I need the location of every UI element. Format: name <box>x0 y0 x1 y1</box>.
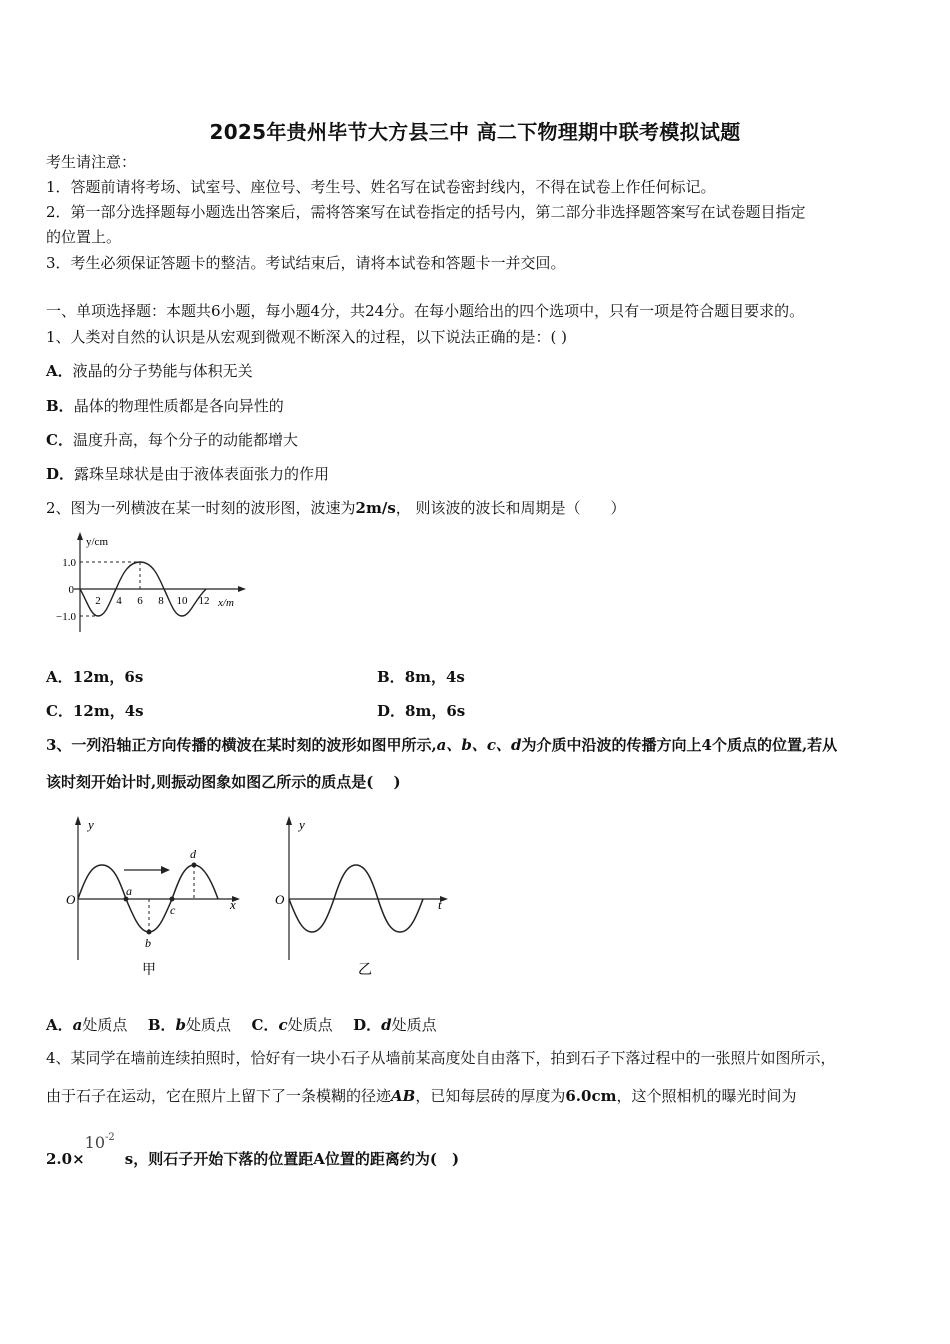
q4-line2-c: 6.0cm <box>565 1087 617 1105</box>
q4-line3-d: 位置的距离约为( ) <box>324 1150 460 1168</box>
q3-option-a-text: 处质点 <box>82 1016 128 1034</box>
q2-option-a-text: 12m，6s <box>72 668 144 686</box>
q3b-y-arrow <box>286 816 292 825</box>
q2-y-tick-0: 0 <box>68 584 74 596</box>
q1-option-c-label: C． <box>46 431 73 449</box>
q1-option-c <box>46 429 298 450</box>
q4-line2-d: ，这个照相机的曝光时间为 <box>616 1087 797 1105</box>
q3-option-b-label: B． <box>147 1016 176 1034</box>
q2-x-tick-6: 6 <box>137 595 143 607</box>
q3b-t-label: t <box>438 897 442 912</box>
q3-stem-b: 为介质中沿波的传播方向上4个质点的位置,若从 <box>521 736 838 754</box>
q4-line3-a-pos: A <box>313 1150 325 1168</box>
notice-item-1: 1．答题前请将考场、试室号、座位号、考生号、姓名写在试卷密封线内，不得在试卷上作任何标记。 <box>46 178 716 196</box>
q3-stem-vars: a、b、c、d <box>436 736 522 754</box>
q4-exp-ten: 10 <box>84 1133 106 1152</box>
q1-option-b-label: B． <box>46 397 74 415</box>
q1-option-a-text: 液晶的分子势能与体积无关 <box>72 362 253 380</box>
q3-option-b-var: b <box>175 1016 187 1034</box>
q3-figure-yi <box>270 810 460 985</box>
q3a-point-c <box>170 897 175 902</box>
q2-x-tick-10: 10 <box>176 595 188 607</box>
q1-option-a-label: A． <box>46 362 73 380</box>
q1-option-c-text: 温度升高，每个分子的动能都增大 <box>72 431 298 449</box>
q3a-point-b <box>147 930 152 935</box>
q2-option-b-text: 8m，4s <box>404 668 465 686</box>
q1-stem: 1、人类对自然的认识是从宏观到微观不断深入的过程，以下说法正确的是：( ) <box>46 328 568 346</box>
notice-item-3: 3．考生必须保证答题卡的整洁。考试结束后，请将本试卷和答题卡一并交回。 <box>46 254 566 272</box>
q2-y-arrow <box>77 532 83 540</box>
q1-option-d-label: D． <box>46 465 75 483</box>
q2-x-tick-8: 8 <box>158 595 164 607</box>
q4-line2-a: 由于石子在运动，它在照片上留下了一条模糊的径迹 <box>46 1087 392 1105</box>
q3-stem-line2: 该时刻开始计时,则振动图象如图乙所示的质点是( ) <box>46 773 401 791</box>
q2-option-c <box>46 700 144 721</box>
q2-wave-graph <box>44 528 254 638</box>
q3-option-c-label: C． <box>251 1016 279 1034</box>
q2-x-tick-4: 4 <box>116 595 122 607</box>
q2-x-tick-12: 12 <box>198 595 210 607</box>
q4-line2 <box>46 1085 796 1106</box>
q1-option-a <box>46 360 253 381</box>
q2-y-label: y/cm <box>86 536 108 548</box>
notice-heading: 考生请注意： <box>46 153 137 171</box>
q3-option-b-text: 处质点 <box>186 1016 232 1034</box>
q3a-caption: 甲 <box>142 963 156 978</box>
q3-option-d-var: d <box>381 1016 392 1034</box>
q1-option-b-text: 晶体的物理性质都是各向异性的 <box>73 397 284 415</box>
q4-line1: 4、某同学在墙前连续拍照时，恰好有一块小石子从墙前某高度处自由落下，拍到石子下落过程中的一张照片如图所示， <box>46 1049 836 1067</box>
q3-stem-a: 3、一列沿轴正方向传播的横波在某时刻的波形如图甲所示, <box>46 736 437 754</box>
q3a-direction-arrowhead <box>161 866 170 874</box>
q4-exp-power: -2 <box>105 1132 115 1143</box>
q3a-label-b: b <box>145 936 151 950</box>
q2-stem-a: 2、图为一列横波在某一时刻的波形图，波速为 <box>46 499 356 517</box>
q2-option-c-label: C． <box>46 702 73 720</box>
q2-option-b-label: B． <box>377 668 405 686</box>
q4-line3-b: ，则石子开始下落的位置距 <box>133 1150 314 1168</box>
q3-option-a-var: a <box>72 1016 83 1034</box>
notice-item-2: 2．第一部分选择题每小题选出答案后，需将答案写在试卷指定的括号内，第二部分非选择题答案写在试卷题目指定 <box>46 203 806 221</box>
q3-option-c-var: c <box>278 1016 288 1034</box>
section-heading: 一、单项选择题：本题共6小题，每小题4分，共24分。在每小题给出的四个选项中，只有一项是符合题目要求的。 <box>46 302 805 320</box>
q3a-y-label: y <box>88 817 94 832</box>
q4-exp-base: 2.0× <box>46 1150 85 1168</box>
q2-option-c-text: 12m，4s <box>72 702 144 720</box>
q3-figure-jia <box>62 810 252 985</box>
q3-option-d-label: D． <box>353 1016 382 1034</box>
q3a-point-d <box>192 863 197 868</box>
q2-option-a-label: A． <box>46 668 73 686</box>
q2-x-tick-2: 2 <box>95 595 101 607</box>
q2-option-a <box>46 666 143 687</box>
q2-option-d-text: 8m，6s <box>405 702 466 720</box>
q3-option-c-text: 处质点 <box>287 1016 333 1034</box>
q4-line2-b: ，已知每层砖的厚度为 <box>415 1087 566 1105</box>
q3b-y-label: y <box>299 817 305 832</box>
q3b-origin: O <box>275 892 285 907</box>
q3a-label-d: d <box>190 847 196 861</box>
q2-x-arrow <box>238 586 246 592</box>
q3a-label-c: c <box>170 903 176 917</box>
q2-option-d <box>377 700 465 721</box>
notice-item-2-cont: 的位置上。 <box>46 228 122 246</box>
q3b-caption: 乙 <box>358 963 372 978</box>
q3a-y-arrow <box>75 816 81 825</box>
q1-option-d <box>46 463 329 484</box>
q3a-origin: O <box>66 892 76 907</box>
q1-option-b <box>46 395 284 416</box>
q1-option-d-text: 露珠呈球状是由于液体表面张力的作用 <box>74 465 330 483</box>
q3a-label-a: a <box>126 884 132 898</box>
q4-line3 <box>46 1132 459 1172</box>
q4-line3-s: s <box>124 1150 134 1168</box>
q3a-x-label: x <box>230 897 236 912</box>
q2-stem <box>46 497 626 518</box>
q3-stem-line1 <box>46 734 837 755</box>
q2-stem-speed: 2m/s <box>355 499 396 517</box>
q3-option-a-label: A． <box>46 1016 73 1034</box>
q4-line2-ab: AB <box>391 1087 416 1105</box>
q3-options <box>46 1014 437 1035</box>
q2-option-b <box>377 666 465 687</box>
page-title: 2025年贵州毕节大方县三中 高二下物理期中联考模拟试题 <box>209 120 741 144</box>
q2-y-tick-neg1: −1.0 <box>56 611 76 623</box>
q2-x-label: x/m <box>218 597 234 609</box>
q2-option-d-label: D． <box>377 702 406 720</box>
q3-option-d-text: 处质点 <box>391 1016 437 1034</box>
q2-stem-c: ， 则该波的波长和周期是（ ） <box>395 499 626 517</box>
q2-y-tick-1: 1.0 <box>62 557 76 569</box>
